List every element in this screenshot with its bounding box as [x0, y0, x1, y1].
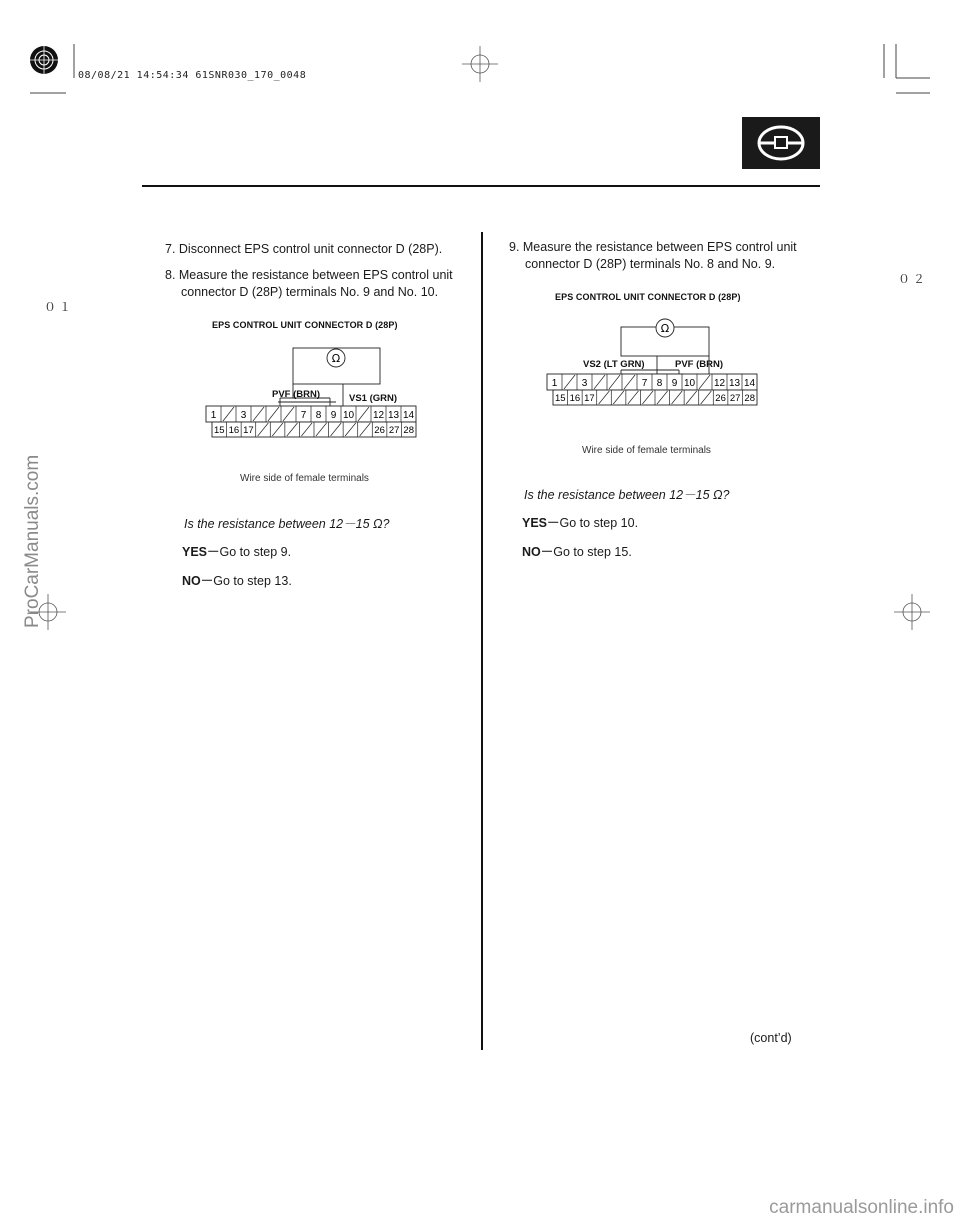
- terminal-13: 13: [728, 378, 741, 389]
- terminal-12: 12: [713, 378, 726, 389]
- caption-left: Wire side of female terminals: [240, 473, 369, 484]
- terminal-27: 27: [729, 393, 741, 404]
- connector-title-right: EPS CONTROL UNIT CONNECTOR D (28P): [555, 292, 741, 302]
- connector-title-left: EPS CONTROL UNIT CONNECTOR D (28P): [212, 320, 398, 330]
- terminal-3: 3: [581, 378, 588, 389]
- step-7: 7. Disconnect EPS control unit connector D (28P).: [165, 242, 443, 256]
- answer-no-right: NO－Go to step 15.: [522, 545, 632, 559]
- section-tab: [742, 117, 820, 169]
- steering-wheel-icon: [742, 117, 820, 169]
- registration-target-icon: [30, 46, 58, 74]
- side-watermark: ProCarManuals.com: [22, 454, 43, 628]
- terminal-1: 1: [551, 378, 558, 389]
- yes-label-right: YES: [522, 516, 548, 530]
- no-label-right: NO: [522, 545, 541, 559]
- terminal-9: 9: [671, 378, 678, 389]
- wire-label-vs2-right: VS2 (LT GRN): [583, 359, 645, 370]
- no-text-right: Go to step 15.: [553, 545, 632, 559]
- question-right: Is the resistance between 12－15 Ω?: [524, 488, 730, 502]
- margin-mark-left: ０１: [44, 300, 75, 314]
- terminal-16: 16: [228, 425, 240, 436]
- terminal-17: 17: [584, 393, 595, 404]
- question-left: Is the resistance between 12－15 Ω?: [184, 517, 390, 531]
- terminal-28: 28: [744, 393, 756, 404]
- terminal-26: 26: [374, 425, 385, 436]
- terminal-16: 16: [569, 393, 581, 404]
- print-timestamp: 08/08/21 14:54:34 61SNR030_170_0048: [78, 70, 307, 81]
- yes-text-left: Go to step 9.: [219, 545, 292, 559]
- header-rule: [142, 185, 820, 187]
- terminal-9: 9: [330, 410, 337, 421]
- step-8: 8. Measure the resistance between EPS control unit connector D (28P) terminals No. 9 and No. 10.: [165, 268, 453, 299]
- terminal-27: 27: [388, 425, 400, 436]
- terminal-3: 3: [240, 410, 247, 421]
- no-label-left: NO: [182, 574, 201, 588]
- terminal-7: 7: [641, 378, 648, 389]
- caption-right: Wire side of female terminals: [582, 445, 711, 456]
- step-9: 9. Measure the resistance between EPS control unit connector D (28P) terminals No. 8 and No. 9.: [509, 240, 797, 271]
- connector-bottom-row-left: [214, 422, 414, 437]
- crosshair-top-icon: [462, 46, 498, 82]
- wire-label-vs1-left: VS1 (GRN): [349, 393, 398, 404]
- terminal-15: 15: [213, 425, 225, 436]
- margin-mark-right: ０２: [898, 272, 929, 286]
- connector-diagram-right: [541, 312, 766, 412]
- terminal-28: 28: [403, 425, 415, 436]
- ohm-symbol: Ω: [331, 352, 341, 365]
- yes-label-left: YES: [182, 545, 208, 559]
- terminal-17: 17: [243, 425, 254, 436]
- column-divider: [481, 232, 483, 1050]
- continued-marker: (cont’d): [750, 1031, 792, 1045]
- crosshair-right-icon: [894, 594, 930, 630]
- no-text-left: Go to step 13.: [213, 574, 292, 588]
- yes-text-right: Go to step 10.: [559, 516, 639, 530]
- terminal-13: 13: [387, 410, 400, 421]
- answer-yes-right: YES－Go to step 10.: [522, 516, 639, 530]
- terminal-12: 12: [372, 410, 385, 421]
- terminal-1: 1: [210, 410, 217, 421]
- answer-yes-left: YES－Go to step 9.: [182, 545, 292, 559]
- terminal-15: 15: [554, 393, 566, 404]
- terminal-10: 10: [683, 378, 696, 389]
- terminal-8: 8: [315, 410, 322, 421]
- footer-watermark: carmanualsonline.info: [769, 1197, 954, 1218]
- terminal-14: 14: [402, 410, 415, 421]
- terminal-7: 7: [300, 410, 307, 421]
- connector-bottom-row-right: [555, 390, 755, 405]
- terminal-14: 14: [743, 378, 756, 389]
- wire-label-pvf-right: PVF (BRN): [675, 359, 724, 370]
- terminal-26: 26: [715, 393, 726, 404]
- wire-label-pvf-left: PVF (BRN): [272, 389, 321, 400]
- terminal-8: 8: [656, 378, 663, 389]
- ohm-symbol: Ω: [660, 322, 670, 335]
- terminal-10: 10: [342, 410, 355, 421]
- answer-no-left: NO－Go to step 13.: [182, 574, 292, 588]
